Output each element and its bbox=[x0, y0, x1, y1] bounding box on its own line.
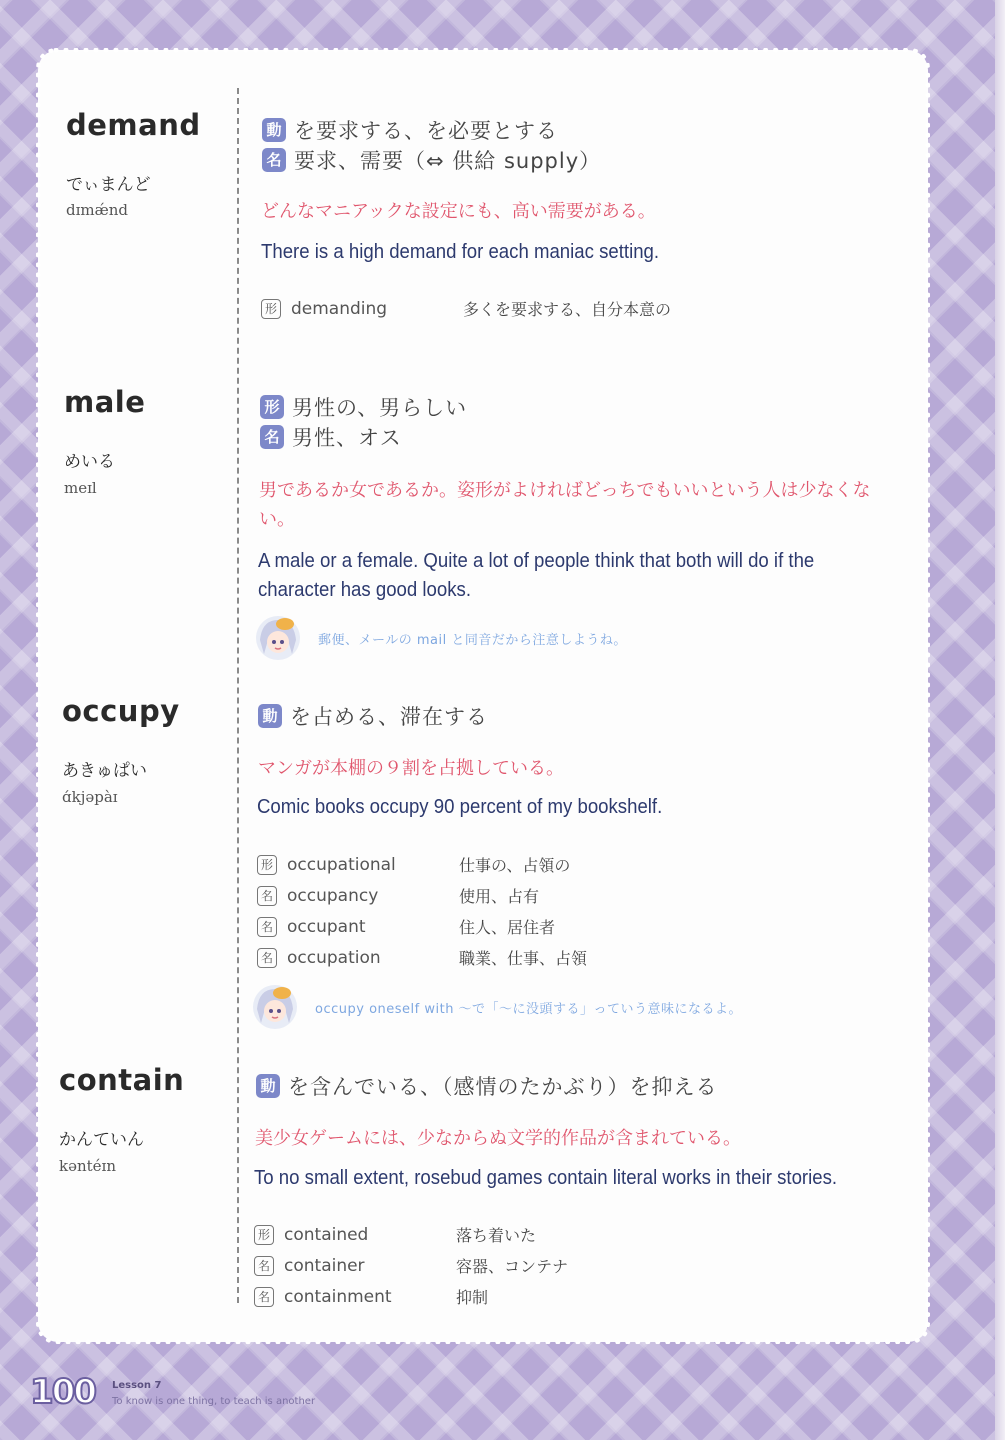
derivative-word: container bbox=[284, 1255, 365, 1276]
derivative-meaning: 多くを要求する、自分本意の bbox=[463, 300, 672, 319]
column-divider bbox=[237, 88, 239, 1303]
english-example: A male or a female. Quite a lot of people think that both will do if the character has good looks. bbox=[258, 550, 815, 601]
derivative-meaning: 仕事の、占領の bbox=[459, 856, 571, 875]
definition-text: 要求、需要（⇔ 供給 supply） bbox=[294, 149, 602, 173]
headword-ipa: kəntéɪn bbox=[59, 1157, 116, 1175]
derivative-row bbox=[257, 946, 587, 969]
headword-kana: めいる bbox=[64, 452, 115, 472]
derivative-row bbox=[261, 297, 671, 320]
note-text: occupy oneself with ～で「～に没頭する」っていう意味になるよ。 bbox=[315, 1001, 743, 1017]
pos-outline-badge: 名 bbox=[257, 886, 277, 906]
derivative-word: contained bbox=[284, 1224, 369, 1245]
derivative-word: demanding bbox=[291, 298, 388, 319]
japanese-example: マンガが本棚の９割を占拠している。 bbox=[258, 758, 564, 779]
pos-outline-badge: 名 bbox=[254, 1256, 274, 1276]
headword: male bbox=[64, 385, 146, 419]
japanese-example: 男であるか女であるか。姿形がよければどっちでもいいという人は少なくない。 bbox=[259, 480, 871, 530]
derivative-row bbox=[257, 853, 570, 876]
pos-badge: 形 bbox=[260, 395, 284, 419]
definition bbox=[260, 392, 467, 422]
chibi-character-icon bbox=[254, 614, 302, 662]
note-text: 郵便、メールの mail と同音だから注意しようね。 bbox=[318, 632, 627, 648]
definition-text: 男性の、男らしい bbox=[292, 396, 468, 420]
english-example: There is a high demand for each maniac setting. bbox=[261, 241, 660, 263]
page-number: 100 bbox=[30, 1372, 95, 1412]
derivative-word: occupancy bbox=[287, 885, 379, 906]
japanese-example: どんなマニアックな設定にも、高い需要がある。 bbox=[261, 201, 656, 222]
derivative-meaning: 抑制 bbox=[456, 1288, 489, 1307]
headword: contain bbox=[59, 1063, 185, 1097]
derivative-word: occupational bbox=[287, 854, 396, 875]
definition bbox=[262, 115, 558, 145]
derivative-row bbox=[254, 1254, 568, 1277]
character-note bbox=[254, 614, 627, 662]
character-note bbox=[251, 983, 742, 1031]
derivative-meaning: 住人、居住者 bbox=[459, 918, 556, 937]
pos-outline-badge: 名 bbox=[257, 948, 277, 968]
derivative-meaning: 容器、コンテナ bbox=[456, 1257, 569, 1276]
headword: occupy bbox=[62, 694, 180, 728]
headword: demand bbox=[66, 108, 201, 142]
definition bbox=[256, 1071, 718, 1101]
definition bbox=[260, 422, 402, 452]
pos-badge: 動 bbox=[256, 1074, 280, 1098]
pos-badge: 動 bbox=[258, 704, 282, 728]
derivative-word: occupant bbox=[287, 916, 366, 937]
chibi-character-icon bbox=[251, 983, 299, 1031]
definition bbox=[262, 145, 601, 175]
derivative-row bbox=[254, 1223, 536, 1246]
derivative-word: occupation bbox=[287, 947, 381, 968]
derivative-row bbox=[257, 884, 539, 907]
headword-ipa: meɪl bbox=[64, 479, 97, 497]
headword-kana: でぃまんど bbox=[66, 175, 151, 195]
pos-outline-badge: 名 bbox=[254, 1287, 274, 1307]
japanese-example: 美少女ゲームには、少なからぬ文学的作品が含まれている。 bbox=[255, 1128, 741, 1149]
lesson-label: Lesson 7 bbox=[112, 1380, 162, 1391]
derivative-row bbox=[257, 915, 555, 938]
pos-outline-badge: 形 bbox=[257, 855, 277, 875]
definition-text: 男性、オス bbox=[292, 426, 402, 450]
lesson-subtitle: To know is one thing, to teach is another bbox=[112, 1396, 316, 1407]
pos-outline-badge: 名 bbox=[257, 917, 277, 937]
pos-badge: 動 bbox=[262, 118, 286, 142]
pos-outline-badge: 形 bbox=[261, 299, 281, 319]
headword-kana: かんていん bbox=[59, 1130, 144, 1150]
pos-outline-badge: 形 bbox=[254, 1225, 274, 1245]
definition-text: を含んでいる、（感情のたかぶり）を抑える bbox=[288, 1075, 718, 1099]
pos-badge: 名 bbox=[260, 425, 284, 449]
derivative-meaning: 使用、占有 bbox=[459, 887, 540, 906]
headword-ipa: ɑ́kjəpàɪ bbox=[62, 788, 118, 806]
english-example: Comic books occupy 90 percent of my bookshelf. bbox=[257, 796, 663, 818]
page-binding-edge bbox=[995, 0, 1005, 1440]
pos-badge: 名 bbox=[262, 148, 286, 172]
derivative-meaning: 落ち着いた bbox=[456, 1226, 537, 1245]
definition bbox=[258, 701, 488, 731]
headword-kana: あきゅぱい bbox=[62, 761, 147, 781]
definition-text: を占める、滞在する bbox=[290, 705, 488, 729]
derivative-row bbox=[254, 1285, 488, 1308]
derivative-meaning: 職業、仕事、占領 bbox=[459, 949, 588, 968]
headword-ipa: dɪmǽnd bbox=[66, 201, 128, 219]
definition-text: を要求する、を必要とする bbox=[294, 119, 558, 143]
derivative-word: containment bbox=[284, 1286, 392, 1307]
english-example: To no small extent, rosebud games contain literal works in their stories. bbox=[254, 1167, 838, 1189]
